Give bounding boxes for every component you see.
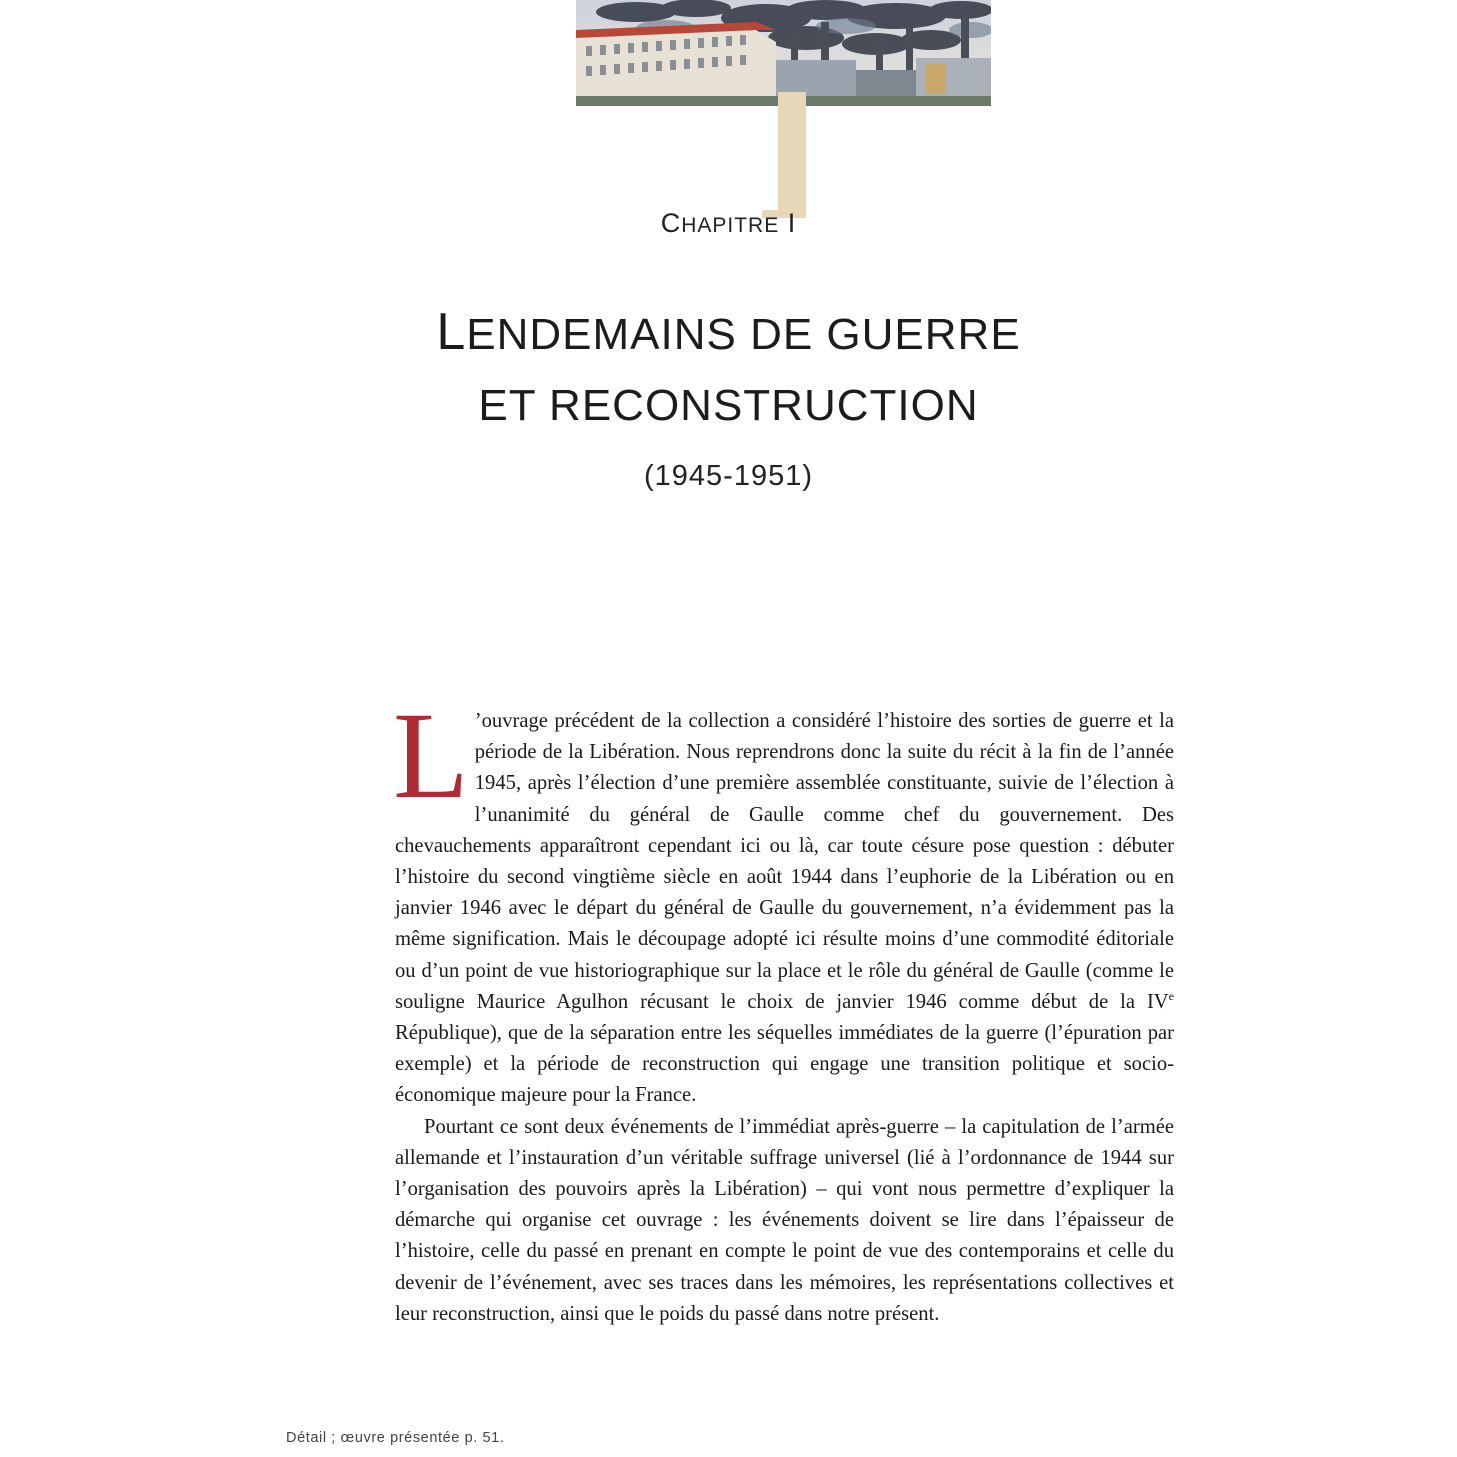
chapter-years: (1945-1951) xyxy=(644,460,813,492)
chapter-label: CHAPITRE I xyxy=(660,208,797,238)
chapter-title-line-2: ET RECONSTRUCTION xyxy=(478,381,979,430)
paragraph-1: L ’ouvrage précédent de la collection a considéré l’histoire des sorties de guerre et la période de la Libération. Nous reprendrons donc la suite du récit à la fin de l’année 1945, après l’élection d’une première assemblée constituante, suivie de l’élection à l’unanimité du général de Gaulle comme chef du gouvernement. Des chevauchements apparaîtront cependant ici ou là, car toute césure pose question : débuter l’histoire du second vingtième siècle en août 1944 dans l’euphorie de la Libération ou en janvier 1946 avec le départ du général de Gaulle du gouvernement, n’a évidemment pas la même signification. Mais le découpage adopté ici résulte moins d’une commodité éditoriale ou d’un point de vue historiographique sur la place et le rôle du général de Gaulle (comme le souligne Maurice Agulhon récusant le choix de janvier 1946 comme début de la IVe République), que de la séparation entre les séquelles immédiates de la guerre (l’épuration par exemple) et la période de reconstruction qui engage une transition politique et socio-économique majeure pour la France. xyxy=(393,687,1174,1107)
header-painting xyxy=(576,0,991,106)
drop-cap: L xyxy=(393,687,469,824)
image-caption: Détail ; œuvre présentée p. 51. xyxy=(286,1430,505,1446)
chapter-numeral-decoration xyxy=(778,92,806,218)
body-text xyxy=(393,687,1174,1330)
chapter-title xyxy=(0,298,1457,440)
paragraph-2: Pourtant ce sont deux événements de l’immédiat après-guerre – la capitulation de l’armée allemande et l’instauration d’un véritable suffrage universel (lié à l’ordonnance de 1944 sur l’organisation des pouvoirs après la Libération) – qui vont nous permettre d’expliquer la démarche qui organise cet ouvrage : les événements doivent se lire dans l’épaisseur de l’histoire, celle du passé en prenant en compte le point de vue des contemporains et celle du devenir de l’événement, avec ses traces dans les mémoires, les représentations collectives et leur reconstruction, ainsi que le poids du passé dans notre présent. xyxy=(395,1115,1174,1325)
chapter-title-line-1: LENDEMAINS DE GUERRE xyxy=(436,303,1021,361)
